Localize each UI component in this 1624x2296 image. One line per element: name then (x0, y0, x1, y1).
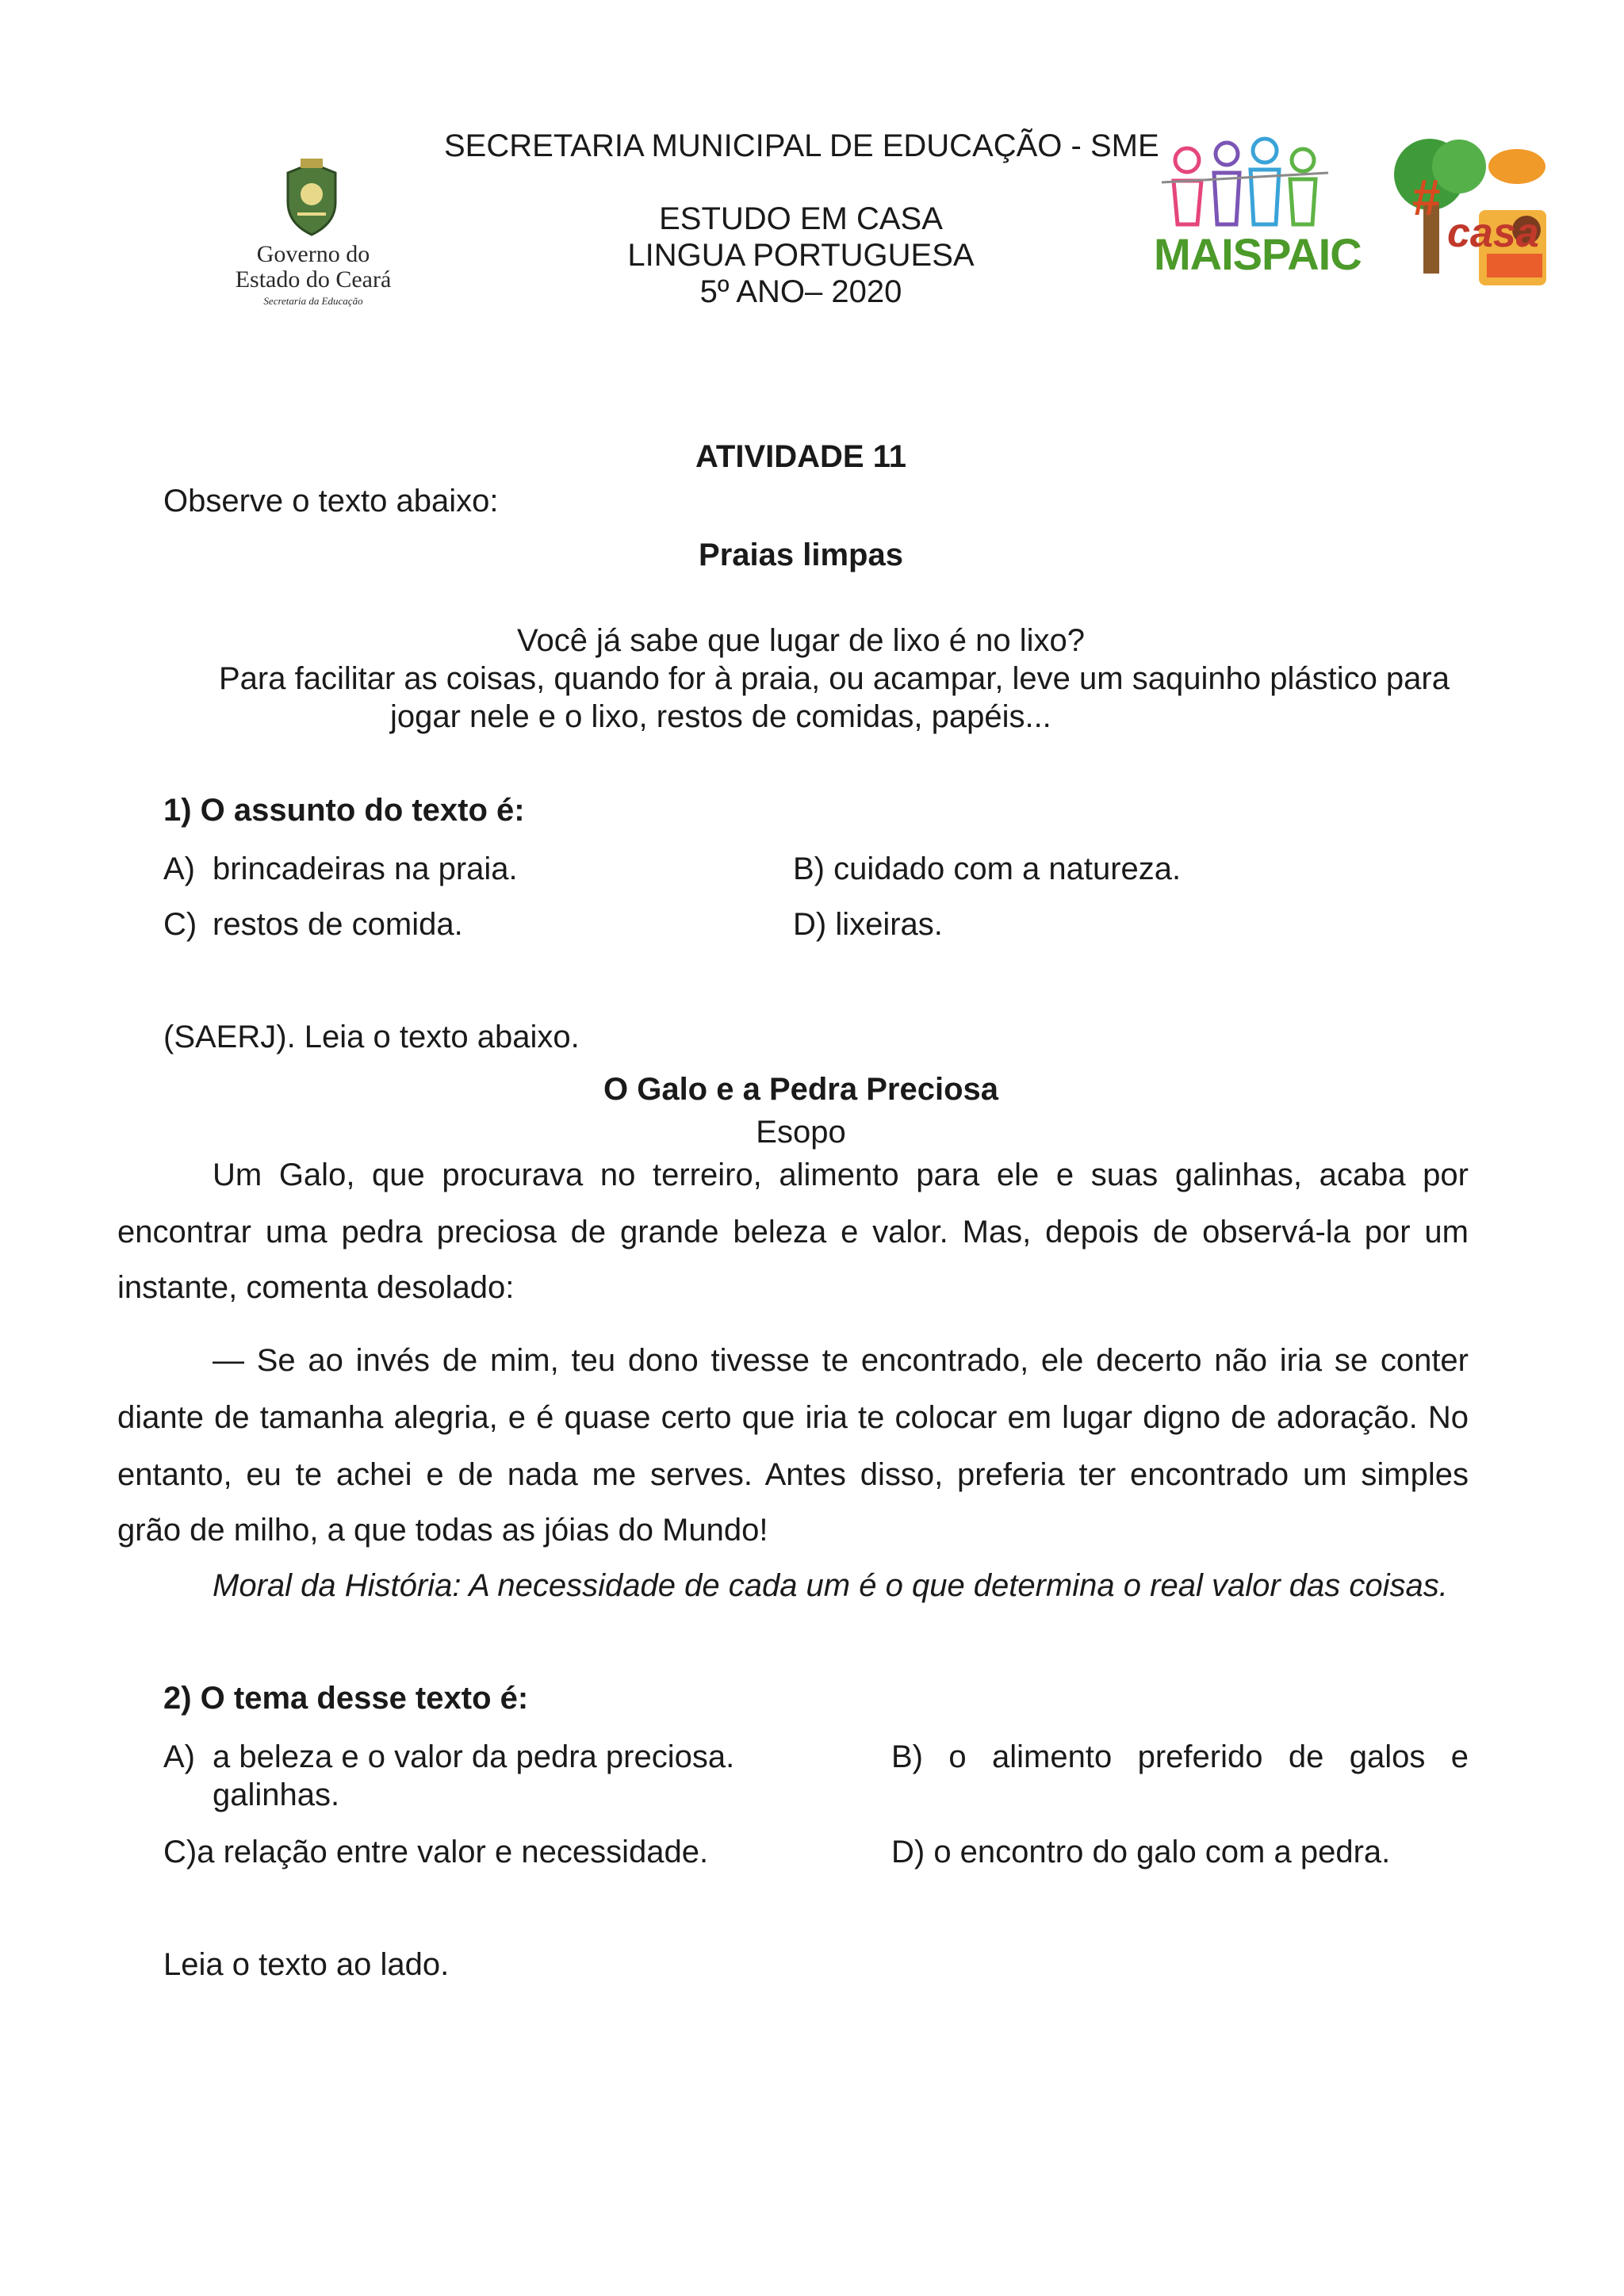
gov-line-1: Governo do (256, 241, 370, 267)
header-line-2: LINGUA PORTUGUESA (627, 238, 975, 273)
activity-title: ATIVIDADE 11 (695, 439, 906, 474)
text2-moral: Moral da História: A necessidade de cada um é o que determina o real valor das coisas. (213, 1568, 1448, 1603)
text2-p2-line-1: — Se ao invés de mim, teu dono tivesse te encontrado, ele decerto não iria se conter (213, 1343, 1469, 1378)
governo-ceara-logo (210, 159, 416, 309)
q1-option-b: B) cuidado com a natureza. (793, 851, 1182, 886)
casa-word: casa (1447, 210, 1539, 256)
text1-title: Praias limpas (699, 538, 903, 572)
q2-option-b: B) o alimento preferido de galos e (891, 1739, 1469, 1774)
text1-line-3: jogar nele e o lixo, restos de comidas, papéis... (390, 699, 1051, 734)
maispaic-text: MAISPAIC (1154, 229, 1362, 279)
gov-line-3: Secretaria da Educação (263, 295, 363, 307)
text2-p2-line-2: diante de tamanha alegria, e é quase certo que iria te colocar em lugar digno de adoração. No (117, 1400, 1469, 1435)
text2-p1-line-2: encontrar uma pedra preciosa de grande beleza e valor. Mas, depois de observá-la por um (117, 1215, 1469, 1249)
q2-option-a-line-2: galinhas. (213, 1777, 340, 1812)
text2-p1-line-1: Um Galo, que procurava no terreiro, alimento para ele e suas galinhas, acaba por (213, 1158, 1469, 1192)
q2-option-d: D) o encontro do galo com a pedra. (891, 1835, 1391, 1869)
q2-option-c: C)a relação entre valor e necessidade. (163, 1835, 709, 1869)
header-line-1: ESTUDO EM CASA (659, 201, 943, 236)
q1-option-a: brincadeiras na praia. (213, 851, 518, 886)
footer-instruction: Leia o texto ao lado. (163, 1947, 450, 1982)
q1-question: 1) O assunto do texto é: (163, 793, 525, 828)
casa-hash: # (1412, 169, 1441, 226)
q2-question: 2) O tema desse texto é: (163, 1681, 529, 1716)
q2-option-a-letter: A) (163, 1739, 195, 1774)
text2-title: O Galo e a Pedra Preciosa (603, 1072, 999, 1107)
gov-line-2: Estado do Ceará (235, 266, 392, 293)
text1-line-1: Você já sabe que lugar de lixo é no lixo? (516, 623, 1086, 658)
q1-option-c-letter: C) (163, 907, 197, 942)
text2-author: Esopo (756, 1115, 846, 1150)
secretaria-title: SECRETARIA MUNICIPAL DE EDUCAÇÃO - SME (444, 128, 1159, 163)
header-line-3: 5º ANO– 2020 (699, 274, 902, 309)
text1-line-2: Para facilitar as coisas, quando for à praia, ou acampar, leve um saquinho plástico para (219, 661, 1450, 696)
maispaic-logo (1154, 133, 1362, 280)
coat-of-arms-icon (280, 159, 343, 238)
text2-p2-line-4: grão de milho, a que todas as jóias do Mundo! (117, 1513, 768, 1548)
q2-option-a-line-1: a beleza e o valor da pedra preciosa. (213, 1739, 735, 1774)
q1-option-d: D) lixeiras. (793, 907, 943, 942)
text2-p1-line-3: instante, comenta desolado: (117, 1270, 515, 1305)
activity-intro: Observe o texto abaixo: (163, 484, 499, 519)
q1-option-c: restos de comida. (213, 907, 463, 942)
text2-source: (SAERJ). Leia o texto abaixo. (163, 1020, 580, 1054)
text2-p2-line-3: entanto, eu te achei e de nada me serves. Antes disso, preferia ter encontrado um simples (117, 1457, 1469, 1492)
estudo-em-casa-logo (1384, 135, 1550, 293)
q1-option-a-letter: A) (163, 851, 195, 886)
children-drawing-icon (1154, 133, 1336, 232)
